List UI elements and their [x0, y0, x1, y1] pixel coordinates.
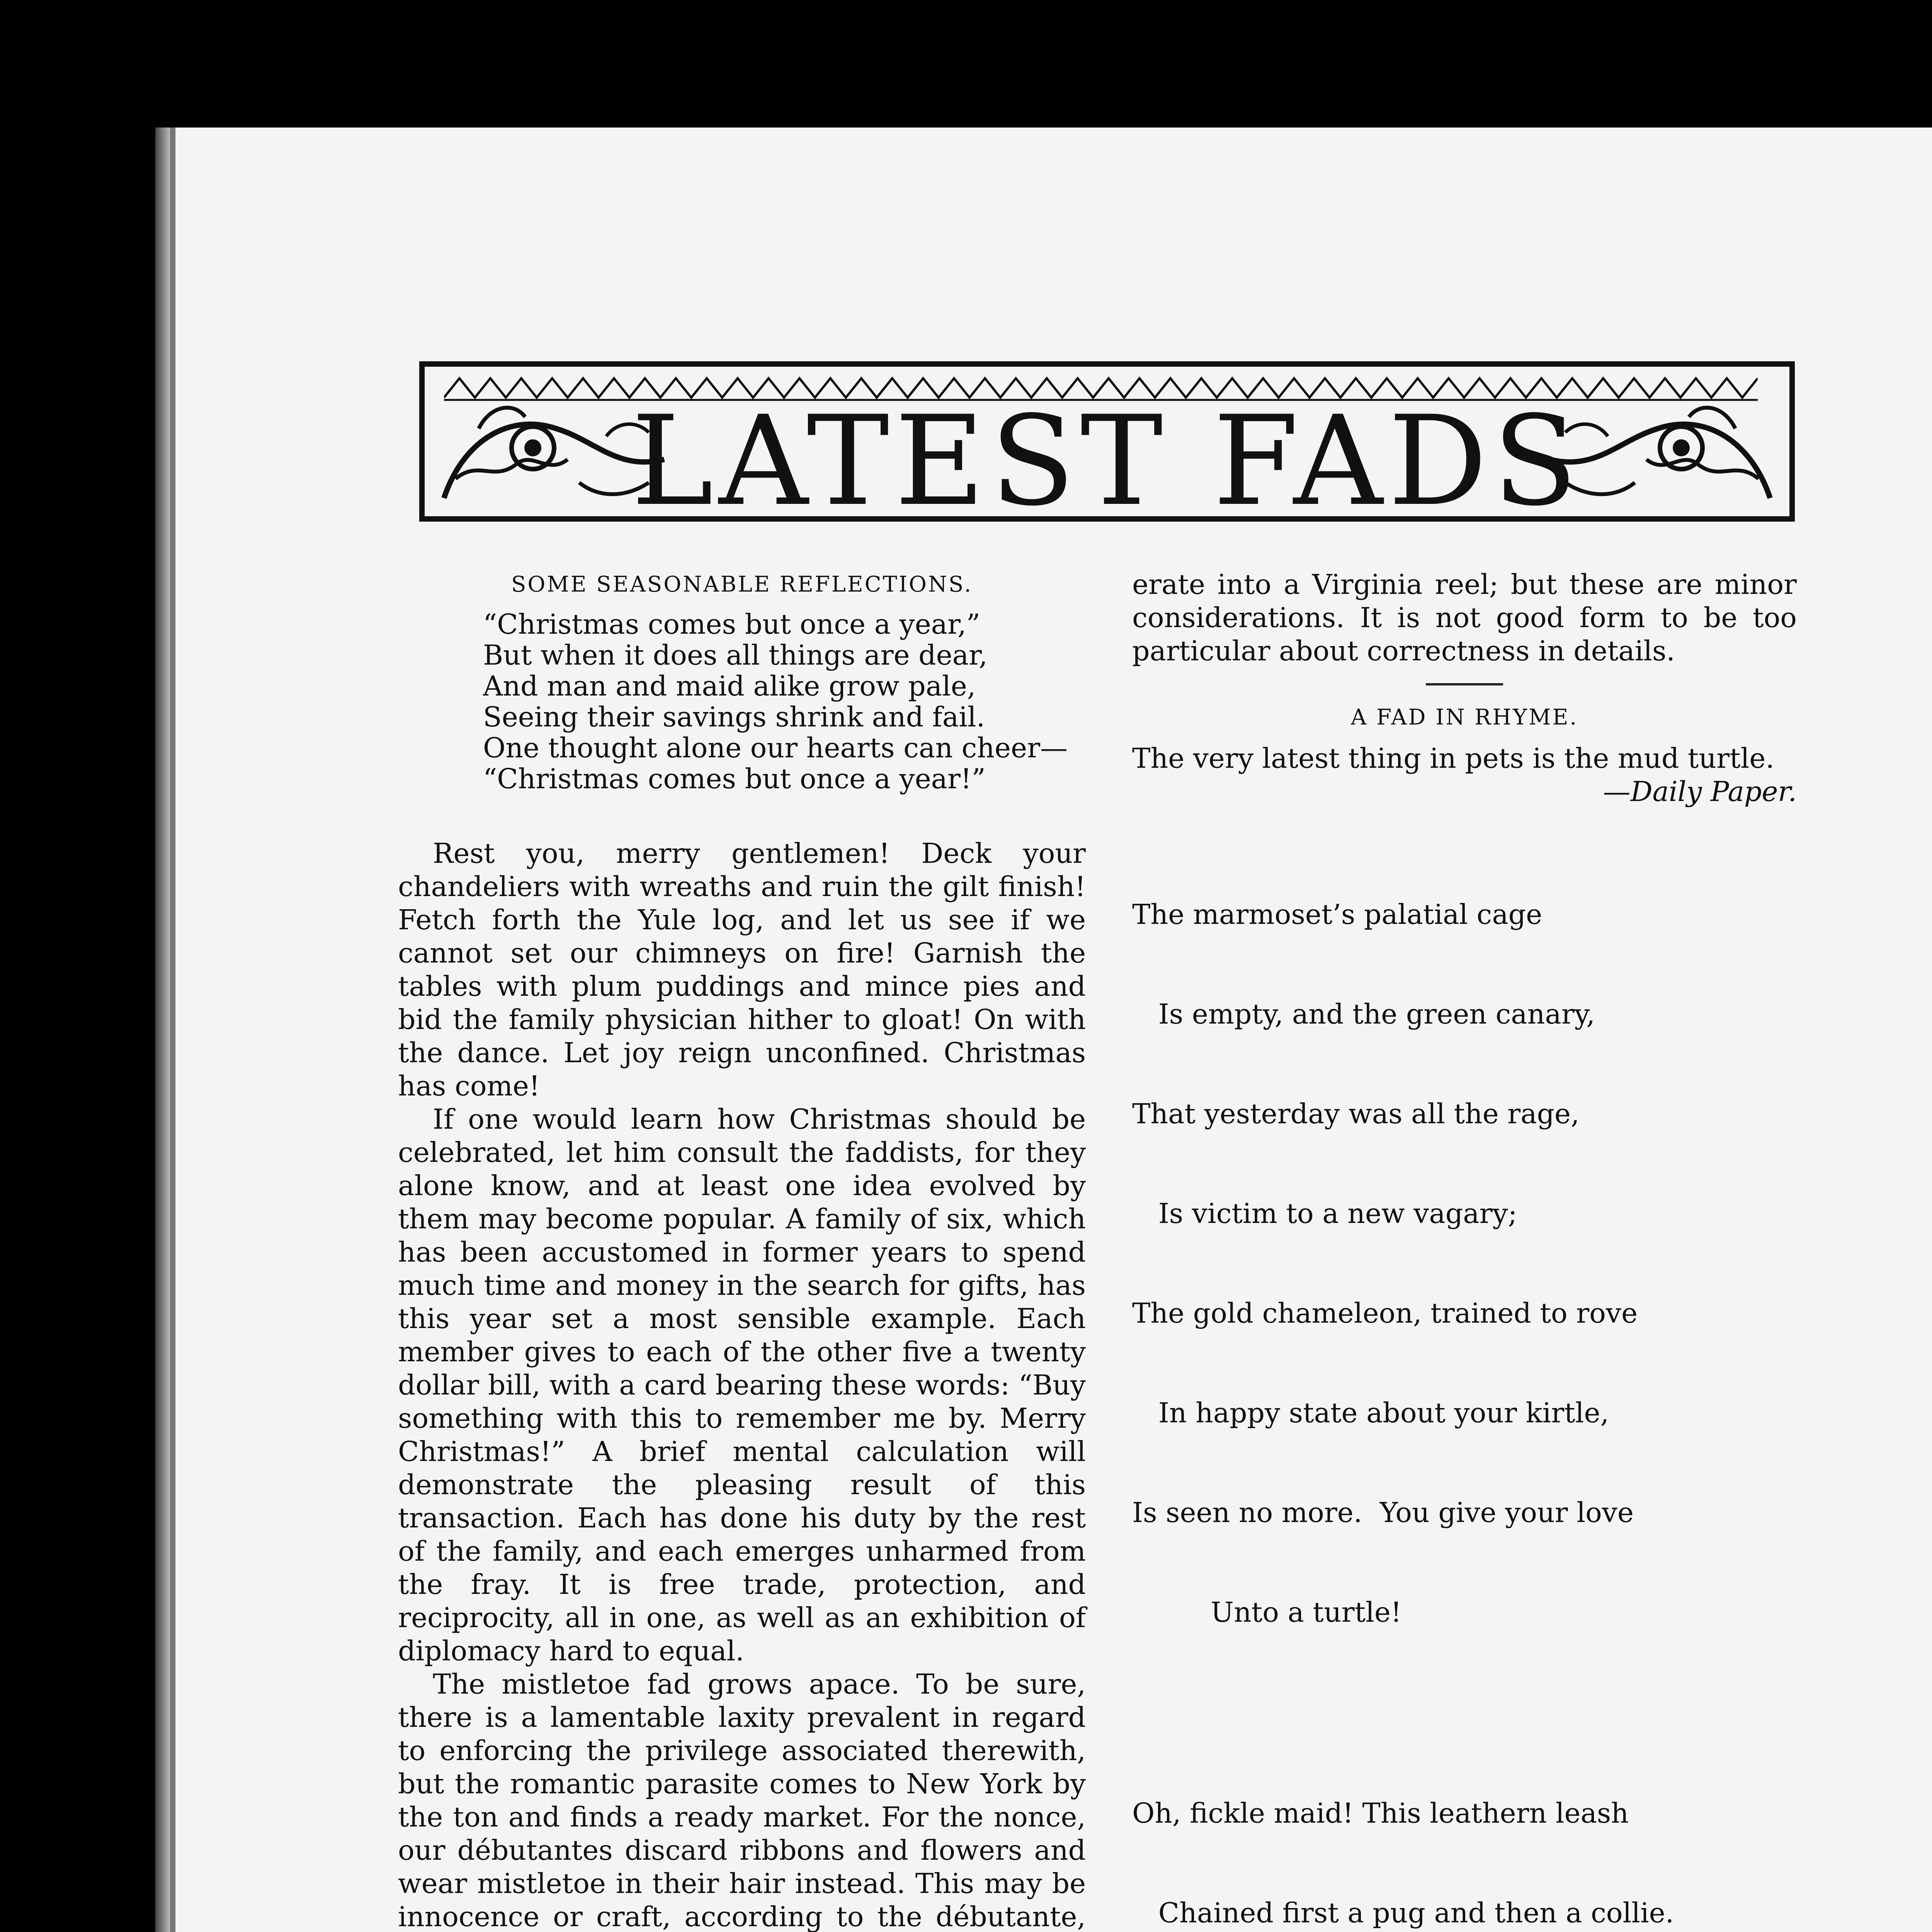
left-column: [398, 568, 1086, 1932]
title-banner: [419, 361, 1795, 533]
poem-stanza: [1132, 1730, 1797, 1932]
body-paragraph: If one would learn how Christmas should be celebrated, let him consult the faddists, for they alone know, and at least one idea evolved by them may become popular. A family of six, which has been accustomed in former years to spend much time and money in the search for gifts, has this year set a most sensible example. Each member gives to each of the other five a twenty dollar bill, with a card bearing these words: “Buy something with this to remember me by. Merry Christmas!” A brief mental calculation will demonstrate the pleasing result of this transaction. Each has done his duty by the rest of the family, and each emerges unharmed from the fray. It is free trade, protection, and reciprocity, all in one, as well as an exhibition of diplomacy hard to equal.: [398, 1103, 1086, 1667]
article-heading: A FAD IN RHYME.: [1350, 705, 1578, 730]
verse-line: Seeing their savings shrink and fail.: [483, 701, 985, 733]
right-column: [1132, 568, 1797, 1932]
verse-line: “Christmas comes but once a year!”: [483, 763, 986, 795]
poem-line: Is seen no more. You give your love: [1132, 1497, 1634, 1529]
body-paragraph: Rest you, merry gentlemen! Deck your chandeliers with wreaths and ruin the gilt finish! Fetch forth the Yule log, and let us see if we cannot set our chimneys on fire! Garnish the tables with plum puddings and mince pies and bid the family physician hither to gloat! On with the dance. Let joy reign unconfined. Christmas has come!: [398, 837, 1086, 1102]
poem-line: Is empty, and the green canary,: [1132, 998, 1595, 1030]
intro-verse: [398, 609, 1086, 794]
poem-line: In happy state about your kirtle,: [1132, 1397, 1609, 1429]
verse-line: But when it does all things are dear,: [483, 639, 988, 671]
continued-paragraph: erate into a Virginia reel; but these are minor considerations. It is not good form to be too particular about correctness in details.: [1132, 568, 1797, 667]
poem-line: Chained first a pug and then a collie.: [1132, 1897, 1674, 1929]
section-title: LATEST FADS: [631, 389, 1583, 533]
poem-line: Is victim to a new vagary;: [1132, 1197, 1517, 1230]
section-rule: [1426, 683, 1503, 685]
poem-line: Oh, fickle maid! This leathern leash: [1132, 1797, 1629, 1829]
verse-line: “Christmas comes but once a year,”: [483, 608, 980, 640]
poem-stanza: [1132, 832, 1797, 1696]
poem-line: The marmoset’s palatial cage: [1132, 898, 1543, 930]
epigraph-source: —Daily Paper.: [1603, 776, 1797, 808]
poem-line: That yesterday was all the rage,: [1132, 1098, 1580, 1130]
poem-line: The gold chameleon, trained to rove: [1132, 1297, 1638, 1329]
epigraph: The very latest thing in pets is the mud turtle.: [1132, 742, 1774, 774]
verse-line: One thought alone our hearts can cheer—: [483, 732, 1068, 764]
article-heading: SOME SEASONABLE REFLECTIONS.: [511, 572, 973, 597]
verse-line: And man and maid alike grow pale,: [483, 670, 976, 702]
body-paragraph: The mistletoe fad grows apace. To be sure, there is a lamentable laxity prevalent in regard to enforcing the privilege associated therewith, but the romantic parasite comes to New York by the ton and finds a ready market. For the nonce, our débutantes discard ribbons and flowers and wear mistletoe in their hair instead. This may be innocence or craft, according to the débutante,: [398, 1668, 1086, 1932]
page-binding-edge: [155, 128, 170, 1932]
poem-line: Unto a turtle!: [1132, 1596, 1402, 1628]
